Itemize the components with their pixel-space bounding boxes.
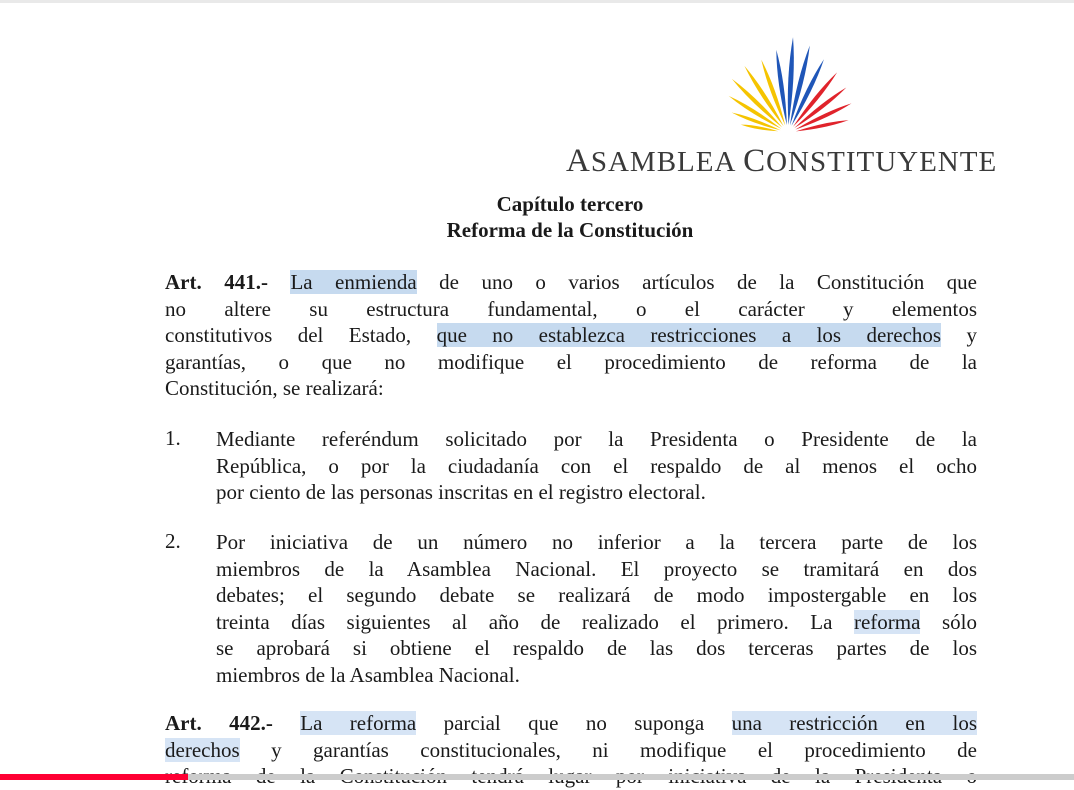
article-441: Art. 441.- La enmienda de uno o varios artículos de la Constitución que no altere su estructura fundamental, o el carácter y elementos constitutivos del Estado, que no establezca restricciones a los derechos y garantías, o que no modifique el procedimiento de reforma de la Constitución, se realizará: bbox=[165, 270, 978, 400]
highlight: que no establezca restricciones a los derechos bbox=[436, 323, 942, 347]
asamblea-logo-icon bbox=[676, 33, 876, 139]
list-number: 1. bbox=[165, 426, 181, 450]
list-item-2: Por iniciativa de un número no inferior a la tercera parte de los miembros de la Asamblea Nacional. El proyecto se tramitará en dos debates; el segundo debate se realizará de modo impostergable en los treinta días siguientes al año de realizado el primero. La reforma sólo se aprobará si obtiene el respaldo de las dos terceras partes de los miembros de la Asamblea Nacional. bbox=[216, 530, 977, 687]
highlight: una restricción en los bbox=[731, 711, 977, 735]
document-page bbox=[0, 3, 1074, 780]
logo-wordmark: ASAMBLEA CONSTITUYENTE bbox=[566, 143, 998, 179]
list-number: 2. bbox=[165, 529, 181, 553]
article-label: Art. 441.- bbox=[165, 270, 268, 294]
article-label: Art. 442.- bbox=[165, 711, 273, 735]
chapter-title: Capítulo tercero bbox=[496, 192, 644, 216]
chapter-heading bbox=[300, 191, 840, 243]
highlight: reforma bbox=[853, 609, 921, 634]
highlight: La reforma bbox=[300, 711, 417, 735]
article-442: Art. 442.- La reforma parcial que no suponga una restricción en los derechos y garantías constitucionales, ni modifique el procedimiento de bbox=[165, 711, 977, 762]
video-progress-bar[interactable] bbox=[0, 774, 1074, 780]
highlight: derechos bbox=[165, 737, 240, 762]
highlight: La enmienda bbox=[290, 270, 417, 294]
video-progress-fill bbox=[0, 774, 188, 780]
list-item-1: Mediante referéndum solicitado por la Presidenta o Presidente de la República, o por la ciudadanía con el respaldo de al menos el ocho por ciento de las personas inscritas en el registro electoral. bbox=[216, 427, 977, 504]
chapter-subtitle: Reforma de la Constitución bbox=[446, 218, 694, 242]
